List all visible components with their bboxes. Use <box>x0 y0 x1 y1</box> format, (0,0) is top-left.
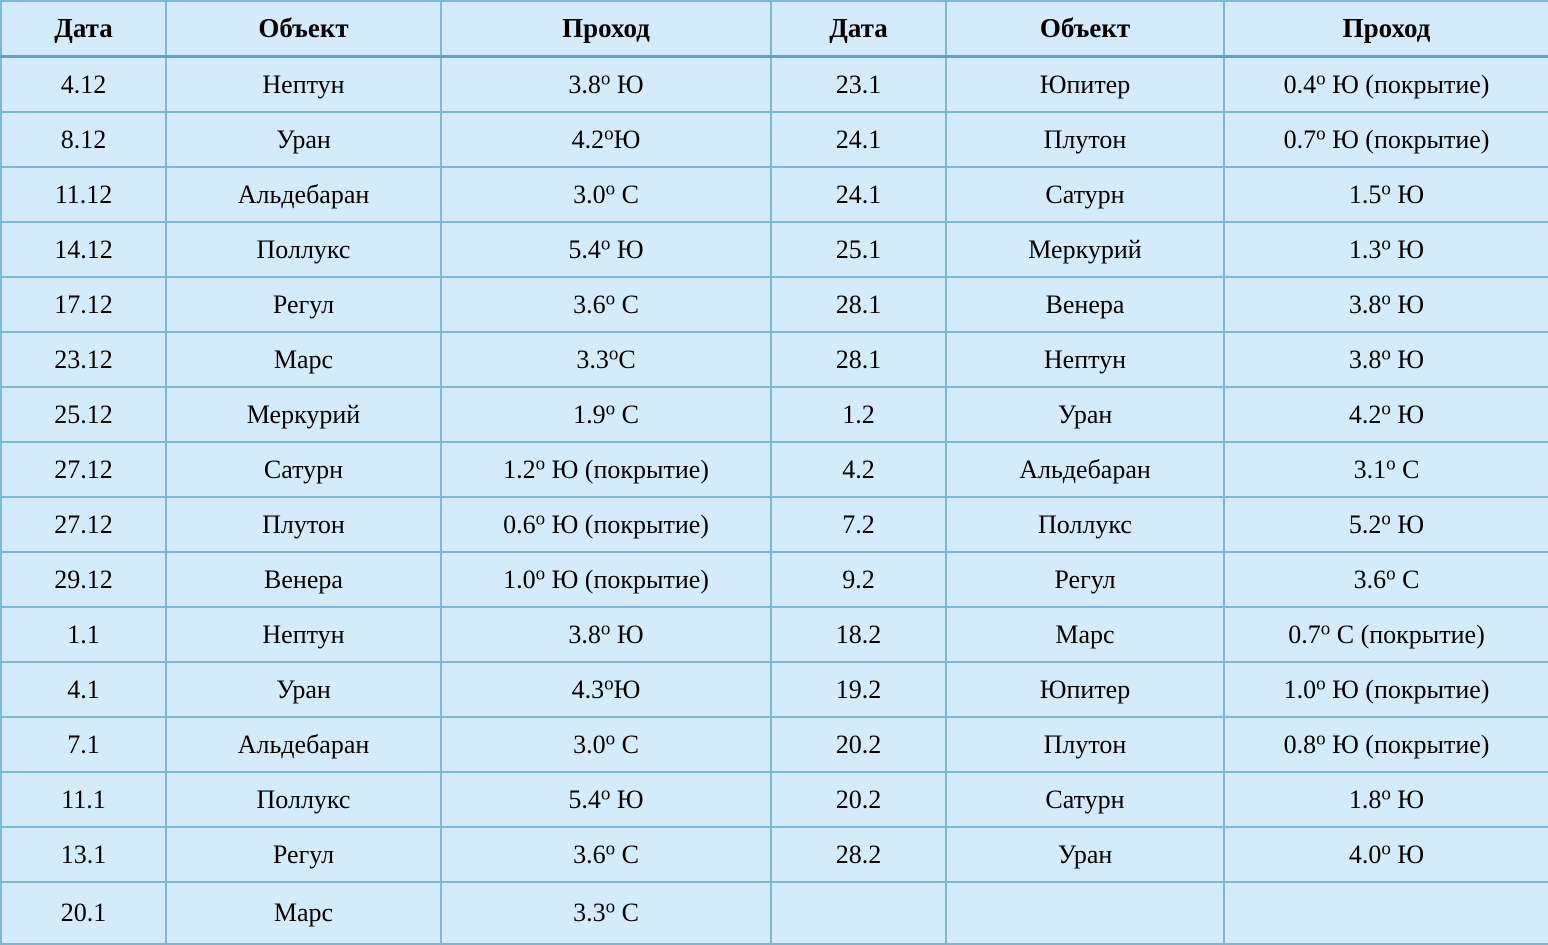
cell-text: 23.1 <box>835 69 882 99</box>
cell-object-right <box>946 607 1224 662</box>
cell-passage-left <box>441 607 771 662</box>
table-row <box>1 882 1548 944</box>
table-row <box>1 167 1548 222</box>
degree-sign: o <box>535 453 546 474</box>
cell-date-left <box>1 552 166 607</box>
cell-date-left <box>1 772 166 827</box>
cell-text: Нептун <box>262 619 345 649</box>
cell-text: Уран <box>1057 399 1113 429</box>
cell-passage-left <box>441 552 771 607</box>
degree-sign: o <box>1381 508 1391 529</box>
degree-sign: o <box>1316 728 1326 749</box>
cell-text: 0.4$^o$ Ю (покрытие) <box>1283 68 1490 99</box>
cell-text: 20.2 <box>835 729 882 759</box>
cell-text: 4.1 <box>67 674 100 704</box>
column-header-date-right <box>771 1 946 57</box>
cell-passage-left <box>441 387 771 442</box>
cell-text: 1.0$^o$ Ю (покрытие) <box>1283 673 1490 704</box>
cell-object-left <box>166 662 441 717</box>
cell-date-right <box>771 662 946 717</box>
cell-object-left <box>166 222 441 277</box>
cell-date-right <box>771 167 946 222</box>
cell-passage-right <box>1224 827 1548 882</box>
cell-passage-right <box>1224 277 1548 332</box>
cell-text: 11.1 <box>61 784 106 814</box>
cell-text: 23.12 <box>54 344 113 374</box>
degree-sign: o <box>608 343 619 364</box>
cell-text: Поллукс <box>256 784 351 814</box>
cell-text: 17.12 <box>54 289 113 319</box>
cell-text: 3.1$^o$ С <box>1353 453 1420 484</box>
cell-text: 9.2 <box>842 564 875 594</box>
cell-date-left <box>1 827 166 882</box>
table-row <box>1 222 1548 277</box>
cell-object-left <box>166 607 441 662</box>
cell-text: Сатурн <box>263 454 344 484</box>
degree-sign: o <box>600 68 611 89</box>
cell-text: Альдебаран <box>237 179 370 209</box>
cell-text: 28.1 <box>835 344 882 374</box>
cell-text: Альдебаран <box>237 729 370 759</box>
cell-passage-left <box>441 882 771 944</box>
cell-text: 5.4$^o$ Ю <box>568 233 644 264</box>
cell-passage-left <box>441 332 771 387</box>
degree-sign: o <box>1386 563 1396 584</box>
cell-text: 3.8$^o$ Ю <box>1348 343 1425 374</box>
cell-text: Регул <box>272 839 335 869</box>
cell-date-right <box>771 772 946 827</box>
cell-passage-right <box>1224 772 1548 827</box>
cell-object-right <box>946 277 1224 332</box>
cell-passage-left <box>441 772 771 827</box>
cell-text: Альдебаран <box>1019 454 1151 484</box>
cell-text: Сатурн <box>1045 784 1125 814</box>
cell-text: Меркурий <box>246 399 361 429</box>
degree-sign: o <box>604 673 614 694</box>
degree-sign: o <box>1381 233 1391 254</box>
table-row <box>1 442 1548 497</box>
degree-sign: o <box>535 508 546 529</box>
cell-text: 1.2$^o$ Ю (покрытие) <box>503 453 709 484</box>
cell-text: 1.3$^o$ Ю <box>1348 233 1425 264</box>
degree-sign: o <box>600 233 611 254</box>
table-row <box>1 552 1548 607</box>
cell-object-right <box>946 167 1224 222</box>
degree-sign: o <box>1316 123 1326 144</box>
cell-text: Юпитер <box>1039 674 1131 704</box>
cell-date-left <box>1 497 166 552</box>
column-header-object-right <box>946 1 1224 57</box>
table-row <box>1 387 1548 442</box>
cell-text: 14.12 <box>54 234 113 264</box>
table-row <box>1 607 1548 662</box>
cell-date-left <box>1 717 166 772</box>
cell-text: Марс <box>1055 619 1115 649</box>
cell-passage-left <box>441 222 771 277</box>
column-header-passage-right <box>1224 1 1548 57</box>
cell-passage-left <box>441 717 771 772</box>
cell-text: 3.6$^o$ С <box>1353 563 1420 594</box>
column-header-object-left <box>166 1 441 57</box>
cell-text: 3.8$^o$ Ю <box>568 618 644 649</box>
degree-sign: o <box>535 563 546 584</box>
cell-object-right <box>946 772 1224 827</box>
cell-text: 28.2 <box>835 839 882 869</box>
table-row <box>1 827 1548 882</box>
cell-text: 4.2$^o$ Ю <box>1348 398 1425 429</box>
cell-date-left <box>1 607 166 662</box>
cell-date-right <box>771 552 946 607</box>
cell-date-right <box>771 717 946 772</box>
cell-text: 7.1 <box>67 729 100 759</box>
cell-text: 0.8$^o$ Ю (покрытие) <box>1283 728 1490 759</box>
table-row <box>1 497 1548 552</box>
cell-date-right <box>771 882 946 944</box>
column-header-label: Проход <box>1342 12 1431 43</box>
cell-text: 20.1 <box>60 898 107 928</box>
cell-text: 20.2 <box>835 784 882 814</box>
cell-text: Поллукс <box>1038 509 1132 539</box>
cell-text: Меркурий <box>1028 234 1142 264</box>
table-row <box>1 112 1548 167</box>
cell-date-right <box>771 387 946 442</box>
cell-text: 24.1 <box>835 124 882 154</box>
cell-text: 0.7$^o$ Ю (покрытие) <box>1283 123 1490 154</box>
cell-text: 13.1 <box>60 839 107 869</box>
degree-sign: o <box>600 618 611 639</box>
cell-text: 4.2$^o$Ю <box>571 123 641 154</box>
cell-passage-right <box>1224 112 1548 167</box>
cell-date-left <box>1 387 166 442</box>
cell-text: 0.6$^o$ Ю (покрытие) <box>503 508 709 539</box>
cell-object-right <box>946 222 1224 277</box>
cell-date-left <box>1 332 166 387</box>
column-header-passage-left <box>441 1 771 57</box>
cell-object-right <box>946 827 1224 882</box>
cell-text: Марс <box>273 344 334 374</box>
cell-text: 18.2 <box>835 619 882 649</box>
degree-sign: o <box>1381 343 1391 364</box>
cell-object-right <box>946 662 1224 717</box>
cell-object-right <box>946 387 1224 442</box>
cell-passage-right <box>1224 387 1548 442</box>
cell-text: 4.3$^o$Ю <box>571 673 641 704</box>
cell-text: 28.1 <box>835 289 882 319</box>
table-row <box>1 717 1548 772</box>
cell-text: 4.12 <box>60 69 107 99</box>
cell-object-left <box>166 387 441 442</box>
cell-text: Нептун <box>1043 344 1127 374</box>
cell-text: 1.1 <box>67 619 100 649</box>
cell-object-right <box>946 882 1224 944</box>
cell-text: Уран <box>276 124 331 154</box>
column-header-label: Проход <box>562 12 650 43</box>
cell-object-left <box>166 442 441 497</box>
cell-text: 1.5$^o$ Ю <box>1348 178 1425 209</box>
column-header-label: Объект <box>258 12 349 43</box>
degree-sign: o <box>605 896 616 918</box>
cell-object-left <box>166 772 441 827</box>
cell-date-left <box>1 112 166 167</box>
cell-object-right <box>946 332 1224 387</box>
cell-object-left <box>166 717 441 772</box>
table-row <box>1 277 1548 332</box>
cell-passage-right <box>1224 662 1548 717</box>
cell-passage-left <box>441 442 771 497</box>
degree-sign: o <box>1381 398 1391 419</box>
cell-text: Нептун <box>262 69 345 99</box>
degree-sign: o <box>605 838 616 859</box>
cell-object-left <box>166 112 441 167</box>
cell-text: Плутон <box>1043 729 1127 759</box>
cell-object-left <box>166 827 441 882</box>
degree-sign: o <box>1381 178 1391 199</box>
cell-object-left <box>166 167 441 222</box>
cell-passage-right <box>1224 167 1548 222</box>
cell-text: Регул <box>1054 564 1116 594</box>
cell-object-right <box>946 442 1224 497</box>
cell-passage-right <box>1224 607 1548 662</box>
cell-date-left <box>1 277 166 332</box>
cell-date-left <box>1 442 166 497</box>
cell-text: 4.2 <box>842 454 875 484</box>
cell-text: 25.12 <box>54 399 113 429</box>
cell-text: Марс <box>273 898 334 928</box>
cell-text: 27.12 <box>54 509 113 539</box>
cell-date-right <box>771 222 946 277</box>
cell-date-left <box>1 662 166 717</box>
degree-sign: o <box>605 288 616 309</box>
cell-text: 25.1 <box>835 234 882 264</box>
cell-text: 1.2 <box>842 399 875 429</box>
degree-sign: o <box>1381 288 1391 309</box>
cell-text: 29.12 <box>54 564 113 594</box>
column-header-label: Объект <box>1039 12 1131 43</box>
column-header-label: Дата <box>829 12 888 43</box>
table-body <box>1 57 1548 945</box>
cell-text: Юпитер <box>1039 69 1131 99</box>
cell-date-left <box>1 222 166 277</box>
cell-object-right <box>946 112 1224 167</box>
cell-text: 5.2$^o$ Ю <box>1348 508 1425 539</box>
cell-object-left <box>166 552 441 607</box>
degree-sign: o <box>1316 673 1326 694</box>
degree-sign: o <box>604 123 614 144</box>
cell-text: 5.4$^o$ Ю <box>568 783 644 814</box>
cell-passage-right <box>1224 882 1548 944</box>
cell-text: Плутон <box>262 509 345 539</box>
cell-text: Регул <box>272 289 335 319</box>
cell-date-right <box>771 332 946 387</box>
degree-sign: o <box>605 398 616 419</box>
cell-text: 3.0$^o$ С <box>573 178 639 209</box>
cell-date-left <box>1 882 166 944</box>
cell-date-right <box>771 827 946 882</box>
degree-sign: o <box>1386 453 1396 474</box>
cell-text: 1.0$^o$ Ю (покрытие) <box>503 563 709 594</box>
cell-text: 19.2 <box>835 674 882 704</box>
cell-text: 24.1 <box>835 179 882 209</box>
cell-text: 3.8$^o$ Ю <box>568 68 644 99</box>
cell-text: Плутон <box>1043 124 1127 154</box>
degree-sign: o <box>600 783 611 804</box>
table-header-row <box>1 1 1548 57</box>
cell-text: 0.7$^o$ С (покрытие) <box>1288 618 1485 649</box>
cell-text: 3.3$^o$С <box>576 343 636 374</box>
cell-date-right <box>771 442 946 497</box>
cell-text: 1.9$^o$ С <box>573 398 639 429</box>
table-row <box>1 772 1548 827</box>
cell-text: 3.6$^o$ С <box>573 288 639 319</box>
cell-passage-right <box>1224 222 1548 277</box>
cell-text: 3.0$^o$ С <box>573 728 639 759</box>
cell-passage-right <box>1224 442 1548 497</box>
cell-passage-right <box>1224 717 1548 772</box>
cell-text: 3.3$^o$ С <box>573 896 639 928</box>
cell-text: 4.0$^o$ Ю <box>1348 838 1425 869</box>
cell-text: 8.12 <box>60 124 107 154</box>
column-header-date-left <box>1 1 166 57</box>
cell-date-right <box>771 112 946 167</box>
cell-date-right <box>771 57 946 113</box>
cell-text: Сатурн <box>1045 179 1125 209</box>
cell-text: 3.6$^o$ С <box>573 838 639 869</box>
cell-date-right <box>771 607 946 662</box>
cell-passage-left <box>441 57 771 113</box>
cell-text: 7.2 <box>842 509 875 539</box>
cell-object-right <box>946 717 1224 772</box>
cell-text: Венера <box>1045 289 1125 319</box>
cell-object-left <box>166 277 441 332</box>
cell-text: Поллукс <box>256 234 351 264</box>
degree-sign: o <box>1381 838 1391 859</box>
cell-object-left <box>166 57 441 113</box>
cell-object-left <box>166 332 441 387</box>
degree-sign: o <box>605 178 616 199</box>
cell-text: Венера <box>264 564 343 594</box>
cell-passage-right <box>1224 552 1548 607</box>
cell-passage-left <box>441 662 771 717</box>
degree-sign: o <box>1381 783 1391 804</box>
cell-text: 11.12 <box>54 179 113 209</box>
column-header-label: Дата <box>54 12 113 43</box>
table-header <box>1 1 1548 57</box>
cell-object-right <box>946 57 1224 113</box>
cell-passage-right <box>1224 332 1548 387</box>
cell-passage-left <box>441 112 771 167</box>
cell-text: 1.8$^o$ Ю <box>1348 783 1425 814</box>
table-row <box>1 332 1548 387</box>
cell-date-right <box>771 277 946 332</box>
cell-text: 3.8$^o$ Ю <box>1348 288 1425 319</box>
cell-date-right <box>771 497 946 552</box>
cell-passage-left <box>441 167 771 222</box>
cell-passage-left <box>441 827 771 882</box>
cell-text: 27.12 <box>54 454 113 484</box>
cell-passage-left <box>441 497 771 552</box>
cell-text: Уран <box>1057 839 1113 869</box>
table-row <box>1 662 1548 717</box>
cell-object-right <box>946 497 1224 552</box>
cell-date-left <box>1 57 166 113</box>
cell-object-left <box>166 497 441 552</box>
cell-object-left <box>166 882 441 944</box>
degree-sign: o <box>1316 68 1326 89</box>
degree-sign: o <box>605 728 616 749</box>
degree-sign: o <box>1320 618 1331 639</box>
cell-date-left <box>1 167 166 222</box>
cell-text: Уран <box>276 674 331 704</box>
table-row <box>1 57 1548 113</box>
cell-passage-right <box>1224 497 1548 552</box>
cell-object-right <box>946 552 1224 607</box>
cell-passage-left <box>441 277 771 332</box>
cell-passage-right <box>1224 57 1548 113</box>
